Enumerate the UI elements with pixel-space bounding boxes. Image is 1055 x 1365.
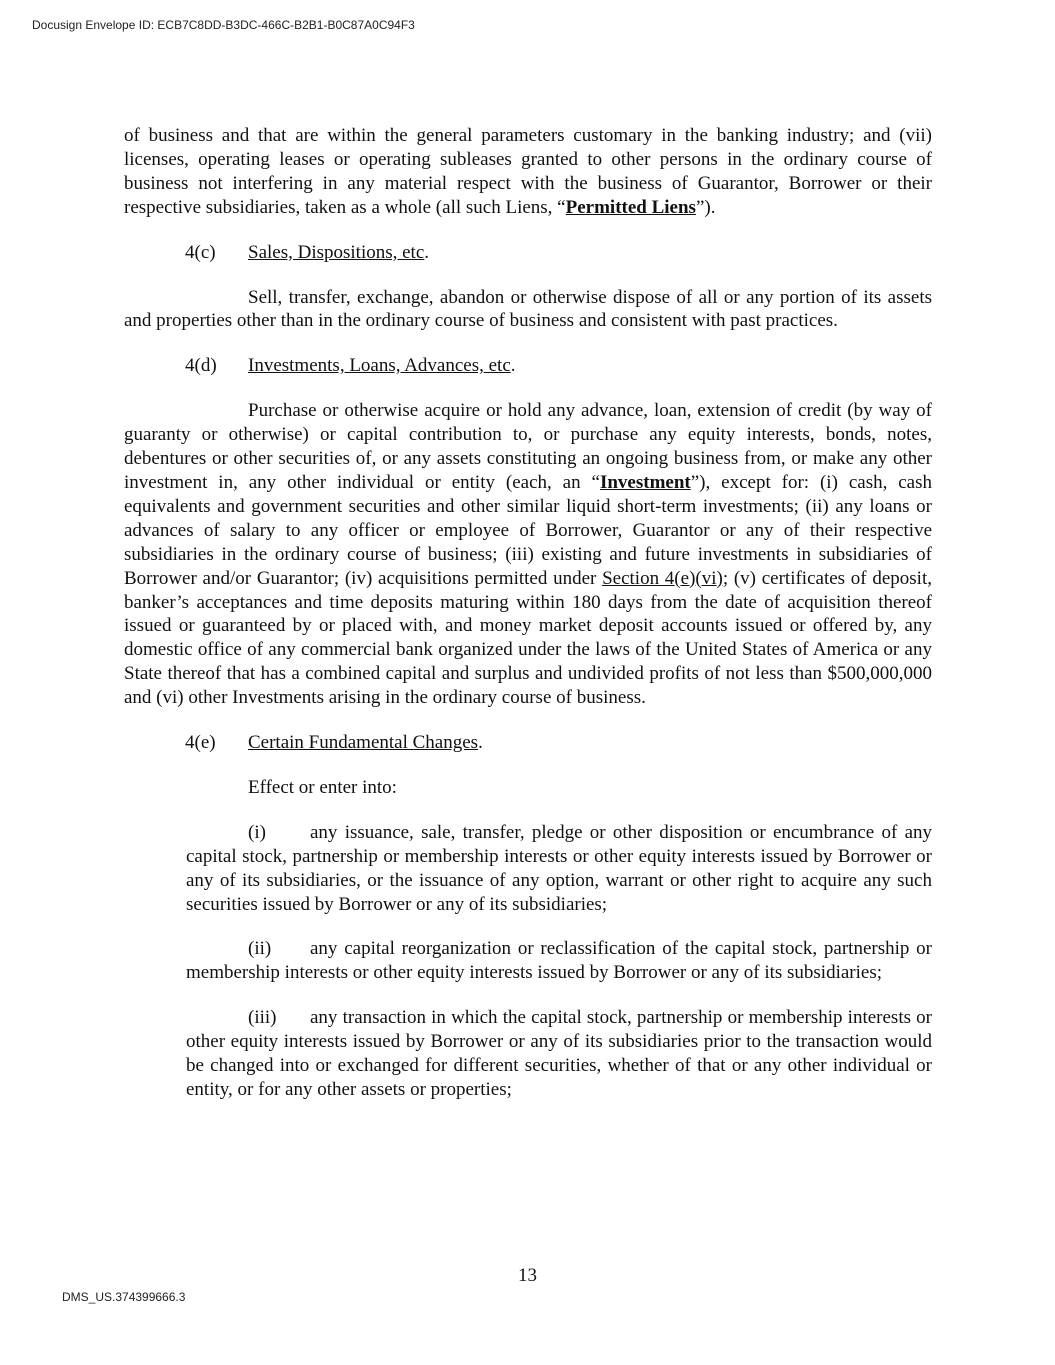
section-title: Sales, Dispositions, etc bbox=[248, 241, 425, 263]
clause-ii bbox=[124, 937, 932, 985]
clause-text: any issuance, sale, transfer, pledge or other disposition or encumbrance of any capital stock, partnership or membership interests or other equity interests issued by Borrower or any of its subsidiaries, or the issuance of any option, warrant or other right to acquire any such securities issued by Borrower or any of its subsidiaries; bbox=[186, 821, 932, 915]
defined-term-permitted-liens: Permitted Liens bbox=[565, 196, 696, 218]
clause-text: any transaction in which the capital stock, partnership or membership interests or other equity interests issued by Borrower or any of its subsidiaries prior to the transaction would be changed into or exchanged for different securities, whether of that or any other individual or entity, or for any other assets or properties; bbox=[186, 1007, 932, 1100]
paragraph-text: of business and that are within the general parameters customary in the banking industry; and (vii) licenses, operating leases or operating subleases granted to other persons in the ordinary course of business not interfering in any material respect with the business of Guarantor, Borrower or their respective subsidiaries, taken as a whole (all such Liens, “ bbox=[124, 125, 932, 218]
document-body bbox=[124, 124, 932, 1102]
clause-number: (ii) bbox=[248, 938, 272, 960]
clause-i bbox=[124, 821, 932, 917]
paragraph-text: ”). bbox=[695, 196, 716, 218]
clause-iii bbox=[124, 1006, 932, 1102]
document-id: DMS_US.374399666.3 bbox=[62, 1290, 186, 1304]
section-title: Certain Fundamental Changes bbox=[248, 732, 479, 754]
section-number: 4(c) bbox=[185, 241, 216, 263]
section-number: 4(d) bbox=[185, 355, 217, 377]
clause-number: (iii) bbox=[248, 1007, 277, 1029]
clause-number: (i) bbox=[248, 821, 266, 843]
section-4d-heading: 4(d) Investments, Loans, Advances, etc. bbox=[185, 355, 516, 377]
section-4e-intro: Effect or enter into: bbox=[248, 776, 397, 798]
envelope-id: Docusign Envelope ID: ECB7C8DD-B3DC-466C-B2B1-B0C87A0C94F3 bbox=[32, 18, 415, 32]
permitted-liens-paragraph bbox=[124, 124, 932, 220]
paragraph-text: ; (v) certificates of deposit, banker’s acceptances and time deposits maturing within 180 days from the date of acquisition thereof issued or guaranteed by or placed with, and money market deposit accounts issued or offered by, any domestic office of any commercial bank organized under the laws of the United States of America or any State thereof that has a combined capital and surplus and undivided profits of not less than $500,000,000 and (vi) other Investments arising in the ordinary course of business. bbox=[124, 567, 932, 709]
section-cross-reference: Section 4(e)(vi) bbox=[602, 567, 723, 589]
page-number: 13 bbox=[518, 1265, 537, 1286]
defined-term-investment: Investment bbox=[599, 471, 691, 493]
section-4c-body: Sell, transfer, exchange, abandon or otherwise dispose of all or any portion of its assets and properties other than in the ordinary course of business and consistent with past practices. bbox=[124, 286, 932, 332]
paragraph-text: Purchase or otherwise acquire or hold any advance, loan, extension of credit (by way of guaranty or otherwise) or capital contribution to, or purchase any equity interests, bonds, notes, debentures or other securities of, or any assets constituting an ongoing business from, or make any other investment in, any other individual or entity (each, an “ bbox=[124, 400, 932, 493]
section-number: 4(e) bbox=[185, 732, 216, 754]
paragraph-text: ”), except for: (i) cash, cash equivalents and government securities and other similar liquid short-term investments; (ii) any loans or advances of salary to any officer or employee of Borrower, Guarantor or any of their respective subsidiaries in the ordinary course of business; (iii) existing and future investments in subsidiaries of Borrower and/or Guarantor; (iv) acquisitions permitted under bbox=[124, 471, 933, 589]
clause-text: any capital reorganization or reclassification of the capital stock, partnership or membership interests or other equity interests issued by Borrower or any of its subsidiaries; bbox=[186, 938, 932, 984]
section-4d-body bbox=[124, 399, 932, 710]
section-4e-heading: 4(e) Certain Fundamental Changes. bbox=[185, 732, 483, 754]
section-title: Investments, Loans, Advances, etc bbox=[248, 355, 511, 377]
section-4c-heading: 4(c) Sales, Dispositions, etc. bbox=[185, 241, 430, 263]
